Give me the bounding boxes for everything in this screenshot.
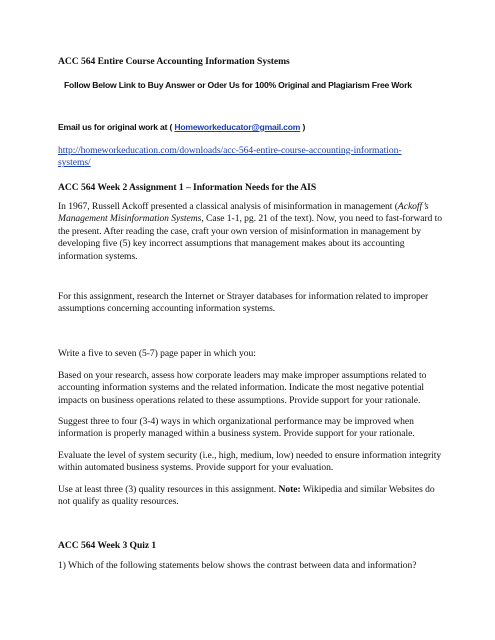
course-url-paragraph (58, 145, 418, 170)
email-line (58, 122, 443, 133)
paragraph-suggest: Suggest three to four (3-4) ways in which organizational performance may be improved when information is properly managed within a business system. Provide support for your rationale. (58, 416, 415, 440)
course-url-link[interactable]: http://homeworkeducation.com/downloads/acc-564-entire-course-accounting-information-systems/ (58, 145, 402, 169)
email-link[interactable]: Homeworkeducator@gmail.com (174, 122, 301, 132)
paragraph-ackoff-part2: , Case 1-1, pg. 21 of the text). Now, you need to fast-forward to the present. After reading the case, craft your own version of misinformation in management by developing five (5) key incorrect assumptions that management makes about its accounting information systems. (58, 213, 443, 262)
document-title: ACC 564 Entire Course Accounting Information Systems (58, 56, 290, 67)
paragraph-ackoff-italic: Ackoff’s Management Misinformation Systems (58, 201, 429, 225)
paragraph-research: For this assignment, research the Internet or Strayer databases for information related to improper assumptions concerning accounting information systems. (58, 291, 429, 315)
paragraph-write-paper: Write a five to seven (5-7) page paper in which you: (58, 348, 256, 359)
paragraph-assess: Based on your research, assess how corporate leaders may make improper assumptions related to accounting information systems and the related information. Indicate the most negative potential impacts on business operations related to these assumptions. Provide support for your rationale. (58, 370, 427, 406)
paragraph-ackoff (58, 201, 443, 263)
paragraph-resources-part1: Use at least three (3) quality resources in this assignment. (58, 484, 279, 495)
email-suffix: ) (300, 122, 306, 132)
paragraph-evaluate: Evaluate the level of system security (i.e., high, medium, low) needed to ensure information integrity within automated business systems. Provide support for your evaluation. (58, 450, 442, 474)
quiz-question-1: 1) Which of the following statements below shows the contrast between data and information? (58, 560, 417, 571)
follow-link-instruction: Follow Below Link to Buy Answer or Oder Us for 100% Original and Plagiarism Free Work (64, 80, 412, 90)
section-heading-week3-quiz: ACC 564 Week 3 Quiz 1 (58, 540, 157, 551)
paragraph-ackoff-part1: In 1967, Russell Ackoff presented a classical analysis of misinformation in management ( (58, 201, 398, 212)
email-prefix: Email us for original work at ( (58, 122, 175, 132)
paragraph-resources (58, 484, 443, 509)
section-heading-week2: ACC 564 Week 2 Assignment 1 – Information Needs for the AIS (58, 182, 317, 193)
note-label: Note: (278, 484, 301, 495)
paragraph-resources-part2: Wikipedia and similar Websites do not qualify as quality resources. (58, 484, 435, 508)
